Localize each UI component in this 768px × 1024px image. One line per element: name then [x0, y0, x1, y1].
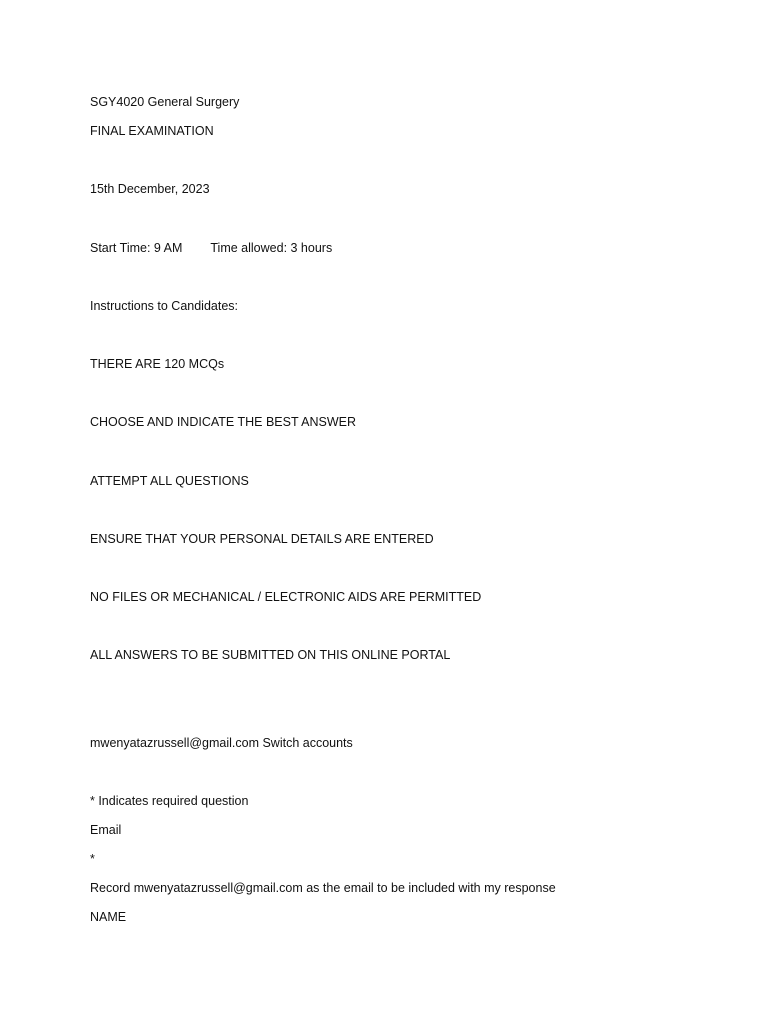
instructions-heading: Instructions to Candidates: [90, 299, 238, 313]
name-label: NAME [90, 910, 127, 924]
required-marker: * [90, 852, 95, 866]
time-info [90, 240, 332, 256]
instruction-item: CHOOSE AND INDICATE THE BEST ANSWER [90, 415, 357, 429]
exam-title: FINAL EXAMINATION [90, 124, 214, 138]
instruction-item: ATTEMPT ALL QUESTIONS [90, 474, 249, 488]
exam-date: 15th December, 2023 [90, 182, 210, 196]
start-time: Start Time: 9 AM [90, 241, 183, 255]
time-allowed: Time allowed: 3 hours [210, 241, 333, 255]
email-label: Email [90, 823, 122, 837]
instruction-item: THERE ARE 120 MCQs [90, 357, 225, 371]
account-line: mwenyatazrussell@gmail.com Switch accounts [90, 736, 353, 750]
record-email-line: Record mwenyatazrussell@gmail.com as the email to be included with my response [90, 881, 556, 895]
instruction-item: NO FILES OR MECHANICAL / ELECTRONIC AIDS ARE PERMITTED [90, 590, 482, 604]
instruction-item: ALL ANSWERS TO BE SUBMITTED ON THIS ONLINE PORTAL [90, 648, 451, 662]
required-note: * Indicates required question [90, 794, 249, 808]
course-title: SGY4020 General Surgery [90, 95, 240, 109]
instruction-item: ENSURE THAT YOUR PERSONAL DETAILS ARE ENTERED [90, 532, 434, 546]
